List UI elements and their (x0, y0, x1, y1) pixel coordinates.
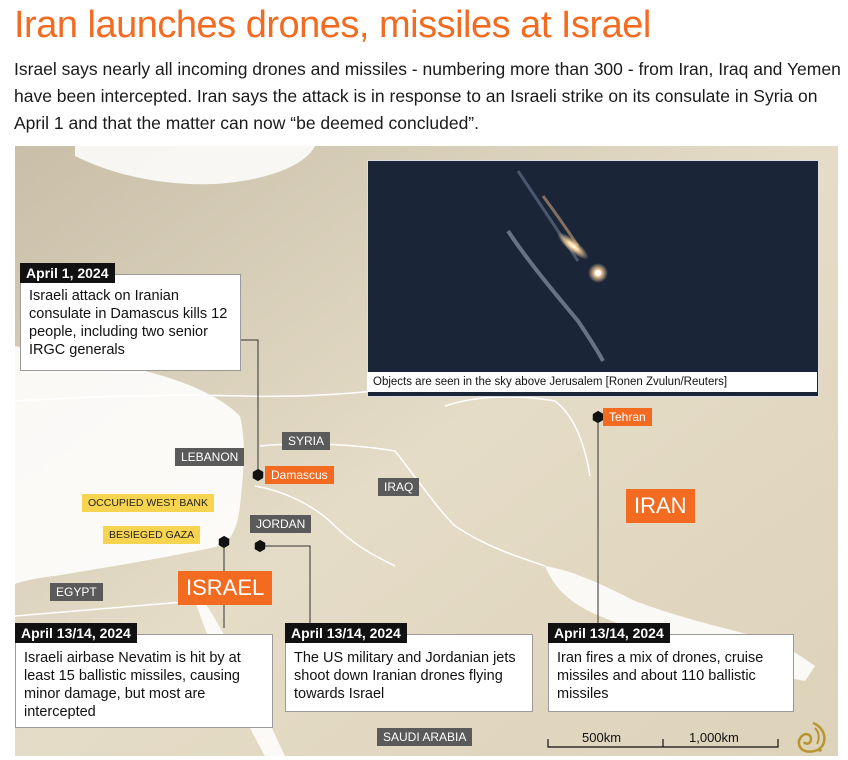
label-syria: SYRIA (282, 432, 330, 450)
scale-bar (545, 736, 785, 752)
page-subtitle: Israel says nearly all incoming drones and missiles - numbering more than 300 - from Iran, Iraq and Yemen have been intercepted. Iran says the attack is in response to an Israeli strike on its consulate in Syria on April 1 and that the matter can now “be deemed concluded”. (14, 59, 841, 133)
event-date: April 13/14, 2024 (548, 623, 670, 643)
scale-1000: 1,000km (689, 730, 739, 745)
event-date: April 13/14, 2024 (285, 623, 407, 643)
event-text: The US military and Jordanian jets shoot down Iranian drones flying towards Israel (294, 650, 516, 702)
label-iraq: IRAQ (378, 478, 419, 496)
al-jazeera-logo-icon (793, 720, 833, 756)
event-box-us-jordan (285, 625, 533, 712)
scale-500: 500km (582, 730, 622, 745)
label-jordan: JORDAN (250, 515, 311, 533)
label-saudi-arabia: SAUDI ARABIA (377, 728, 472, 746)
page-title: Iran launches drones, missiles at Israel (14, 4, 651, 46)
event-date: April 13/14, 2024 (15, 623, 137, 643)
label-besieged-gaza: BESIEGED GAZA (103, 526, 200, 544)
label-egypt: EGYPT (50, 583, 103, 601)
label-occupied-west-bank: OCCUPIED WEST BANK (82, 494, 214, 512)
event-box-nevatim (15, 625, 273, 728)
event-text: Israeli attack on Iranian consulate in Damascus kills 12 people, including two senior IRGC generals (29, 288, 228, 358)
event-box-iran-fires (548, 625, 794, 712)
event-box-april-1 (20, 265, 241, 371)
event-text: Iran fires a mix of drones, cruise missiles and about 110 ballistic missiles (557, 650, 764, 702)
label-tehran: Tehran (603, 408, 652, 426)
photo-caption: Objects are seen in the sky above Jerusalem [Ronen Zvulun/Reuters] (367, 372, 817, 392)
label-damascus: Damascus (265, 466, 334, 484)
event-date: April 1, 2024 (20, 263, 115, 283)
label-israel: ISRAEL (178, 571, 272, 605)
event-text: Israeli airbase Nevatim is hit by at least 15 ballistic missiles, causing minor damage, but most are intercepted (24, 650, 241, 720)
label-iran: IRAN (626, 489, 695, 523)
label-lebanon: LEBANON (175, 448, 244, 466)
